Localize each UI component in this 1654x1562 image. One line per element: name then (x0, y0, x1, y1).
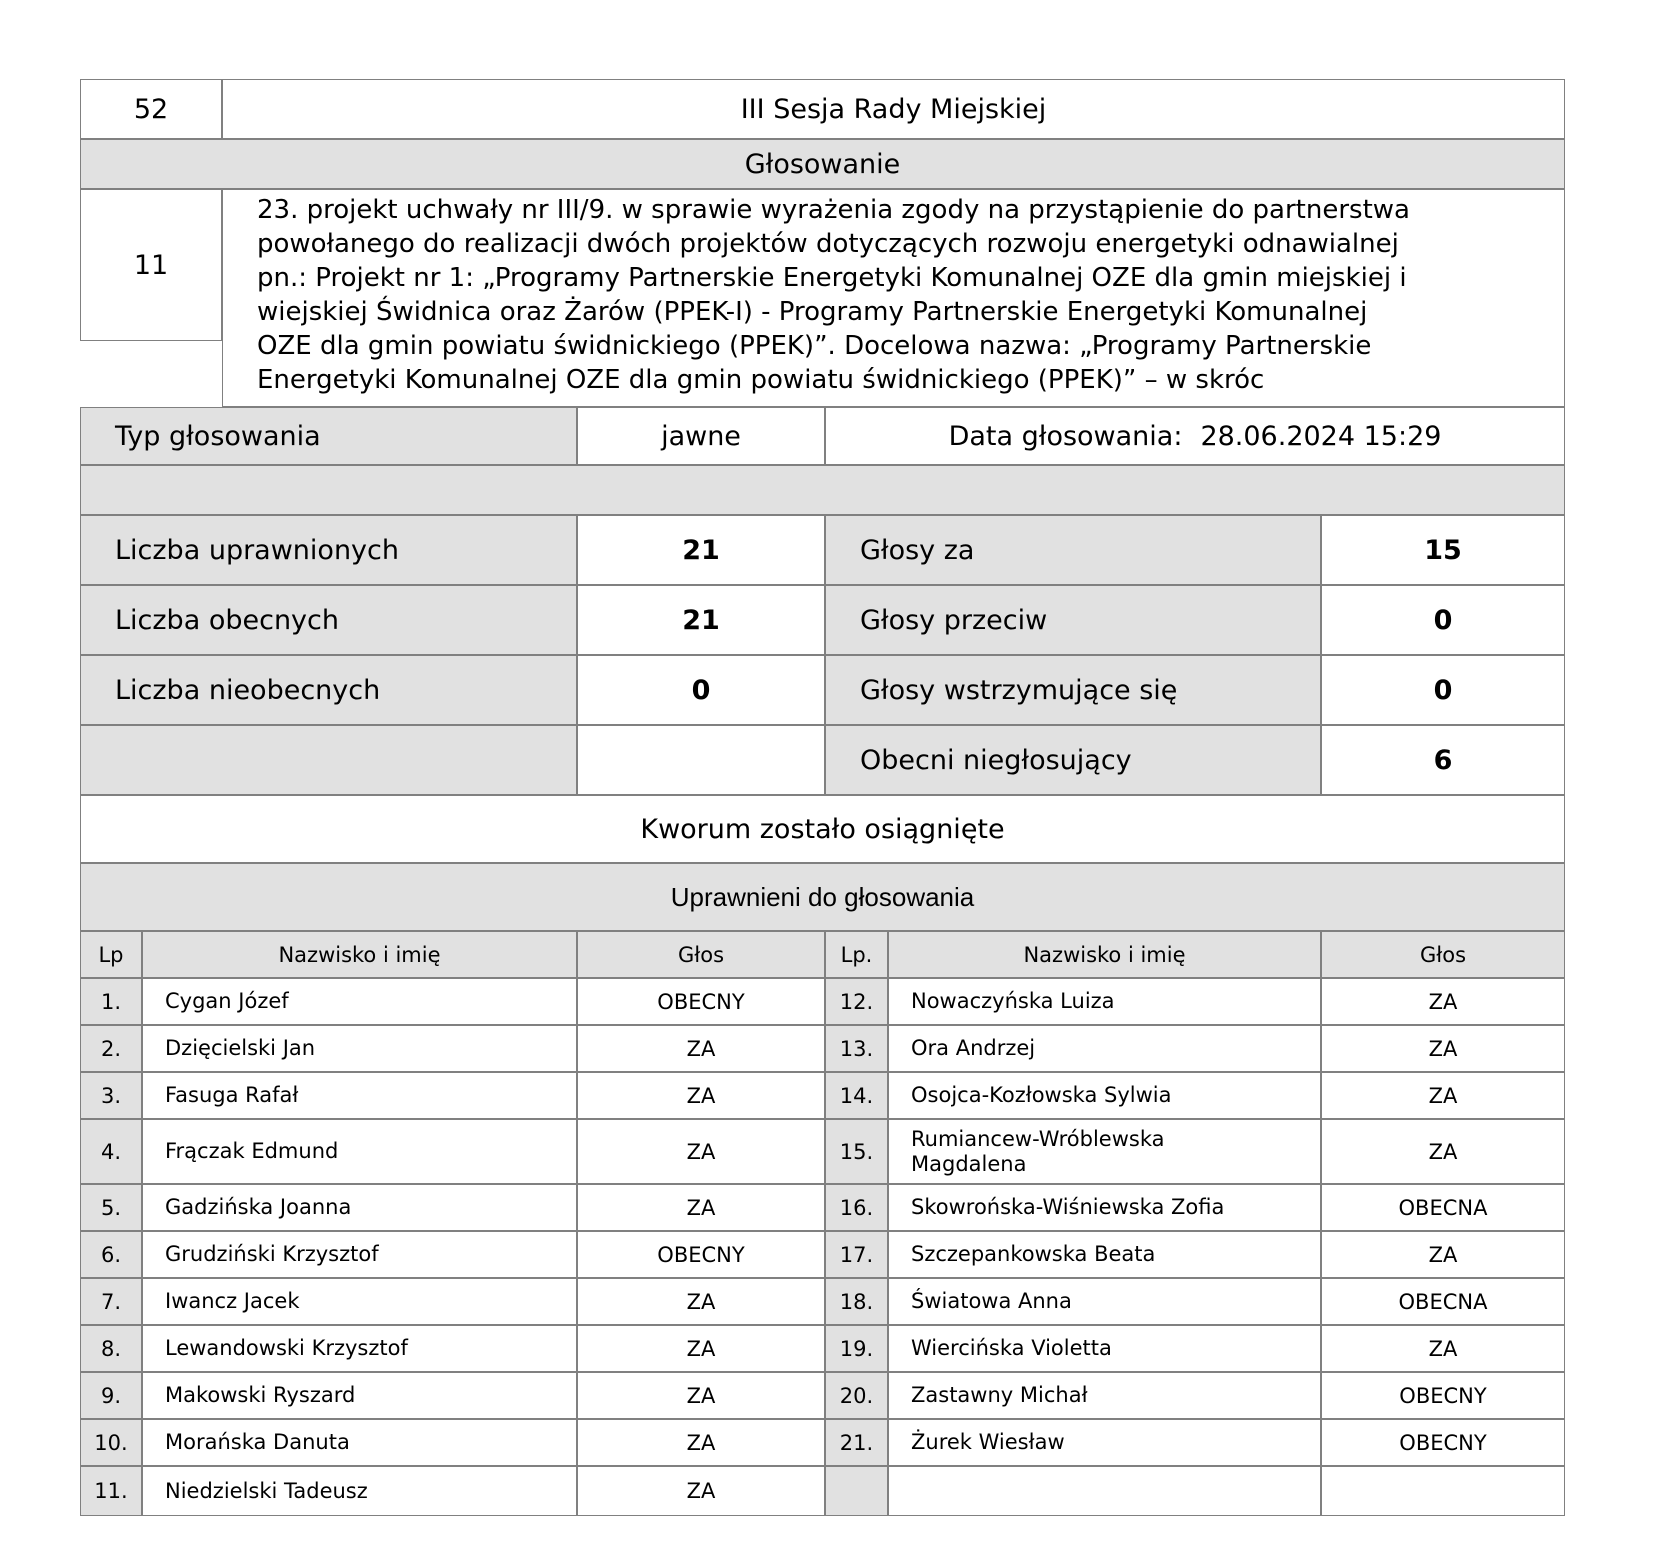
vote-date-value: 28.06.2024 15:29 (1200, 420, 1442, 452)
stat-label-absent: Liczba nieobecnych (80, 655, 577, 725)
voter-name: Frączak Edmund (142, 1119, 577, 1184)
spacer-bar (80, 465, 1565, 515)
voter-vote: ZA (577, 1072, 825, 1119)
stat-value-present: 21 (577, 585, 825, 655)
session-title: III Sesja Rady Miejskiej (222, 79, 1565, 139)
description-line: pn.: Projekt nr 1: „Programy Partnerskie Energetyki Komunalnej OZE dla gmin miejskiej i (257, 263, 1407, 293)
voter-lp: 10. (80, 1419, 142, 1466)
voter-name: Niedzielski Tadeusz (142, 1466, 577, 1516)
voter-vote: ZA (577, 1184, 825, 1231)
stat-empty-label (80, 725, 577, 795)
stat-value-against: 0 (1321, 585, 1565, 655)
voter-lp: 20. (825, 1372, 888, 1419)
description-line: Energetyki Komunalnej OZE dla gmin powiatu świdnickiego (PPEK)” – w skróc (257, 365, 1265, 395)
col-header-vote-left: Głos (577, 931, 825, 978)
voter-lp: 16. (825, 1184, 888, 1231)
col-header-vote-right: Głos (1321, 931, 1565, 978)
voter-lp: 8. (80, 1325, 142, 1372)
voter-name: Zastawny Michał (888, 1372, 1321, 1419)
voter-lp: 7. (80, 1278, 142, 1325)
voter-name: Osojca-Kozłowska Sylwia (888, 1072, 1321, 1119)
stat-value-nonvoting: 6 (1321, 725, 1565, 795)
voter-name: Rumiancew-Wróblewska Magdalena (888, 1119, 1321, 1184)
voter-lp: 5. (80, 1184, 142, 1231)
voter-lp: 2. (80, 1025, 142, 1072)
voter-vote: ZA (1321, 1119, 1565, 1184)
voter-lp: 21. (825, 1419, 888, 1466)
quorum-status: Kworum zostało osiągnięte (80, 795, 1565, 863)
voter-vote: OBECNY (1321, 1419, 1565, 1466)
stat-label-for: Głosy za (825, 515, 1321, 585)
col-header-lp-left: Lp (80, 931, 142, 978)
stat-value-for: 15 (1321, 515, 1565, 585)
voter-vote: OBECNY (1321, 1372, 1565, 1419)
voter-name: Morańska Danuta (142, 1419, 577, 1466)
voter-lp: 12. (825, 978, 888, 1025)
session-number: 52 (80, 79, 222, 139)
item-number: 11 (80, 189, 222, 341)
voter-lp: 11. (80, 1466, 142, 1516)
voter-vote (1321, 1466, 1565, 1516)
vote-type-value: jawne (577, 407, 825, 465)
voter-name: Makowski Ryszard (142, 1372, 577, 1419)
voter-vote: ZA (577, 1419, 825, 1466)
stat-value-abstain: 0 (1321, 655, 1565, 725)
stat-label-abstain: Głosy wstrzymujące się (825, 655, 1321, 725)
voter-name: Żurek Wiesław (888, 1419, 1321, 1466)
description-line: powołanego do realizacji dwóch projektów dotyczących rozwoju energetyki odnawialnej (257, 229, 1399, 259)
voter-vote: ZA (577, 1025, 825, 1072)
voting-section-title: Głosowanie (80, 139, 1565, 189)
eligible-title: Uprawnieni do głosowania (80, 863, 1565, 931)
voter-lp: 4. (80, 1119, 142, 1184)
stat-empty-value (577, 725, 825, 795)
stat-label-nonvoting: Obecni niegłosujący (825, 725, 1321, 795)
voter-name: Iwancz Jacek (142, 1278, 577, 1325)
vote-date-label: Data głosowania: (948, 420, 1183, 452)
vote-type-label: Typ głosowania (80, 407, 577, 465)
voter-name: Lewandowski Krzysztof (142, 1325, 577, 1372)
voter-vote: ZA (1321, 1325, 1565, 1372)
voter-lp: 15. (825, 1119, 888, 1184)
col-header-name-left: Nazwisko i imię (142, 931, 577, 978)
voter-vote: ZA (577, 1325, 825, 1372)
voter-vote: OBECNY (577, 978, 825, 1025)
voter-lp: 19. (825, 1325, 888, 1372)
vote-date (825, 407, 1565, 465)
voting-report (80, 79, 1565, 1523)
voter-lp: 9. (80, 1372, 142, 1419)
voter-lp: 17. (825, 1231, 888, 1278)
stat-value-eligible: 21 (577, 515, 825, 585)
voter-vote: ZA (577, 1372, 825, 1419)
voter-vote: ZA (1321, 978, 1565, 1025)
voter-name: Światowa Anna (888, 1278, 1321, 1325)
voter-lp: 6. (80, 1231, 142, 1278)
voter-vote: ZA (577, 1466, 825, 1516)
item-description (222, 189, 1565, 407)
stat-value-absent: 0 (577, 655, 825, 725)
voter-name: Grudziński Krzysztof (142, 1231, 577, 1278)
col-header-name-right: Nazwisko i imię (888, 931, 1321, 978)
description-line: OZE dla gmin powiatu świdnickiego (PPEK)”. Docelowa nazwa: „Programy Partnerskie (257, 331, 1372, 361)
stat-label-against: Głosy przeciw (825, 585, 1321, 655)
stat-label-eligible: Liczba uprawnionych (80, 515, 577, 585)
voter-lp: 14. (825, 1072, 888, 1119)
voter-name: Gadzińska Joanna (142, 1184, 577, 1231)
voter-lp (825, 1466, 888, 1516)
voter-lp: 3. (80, 1072, 142, 1119)
voter-vote: ZA (1321, 1025, 1565, 1072)
voter-vote: ZA (1321, 1231, 1565, 1278)
voter-name (888, 1466, 1321, 1516)
voter-vote: ZA (1321, 1072, 1565, 1119)
voter-lp: 13. (825, 1025, 888, 1072)
voter-vote: OBECNA (1321, 1278, 1565, 1325)
voter-name: Wiercińska Violetta (888, 1325, 1321, 1372)
voter-lp: 18. (825, 1278, 888, 1325)
voter-name: Cygan Józef (142, 978, 577, 1025)
description-line: 23. projekt uchwały nr III/9. w sprawie wyrażenia zgody na przystąpienie do partnerstwa (257, 195, 1410, 225)
voter-name: Szczepankowska Beata (888, 1231, 1321, 1278)
voter-name: Skowrońska-Wiśniewska Zofia (888, 1184, 1321, 1231)
voter-vote: ZA (577, 1119, 825, 1184)
voter-vote: OBECNA (1321, 1184, 1565, 1231)
voter-lp: 1. (80, 978, 142, 1025)
description-line: wiejskiej Świdnica oraz Żarów (PPEK-I) - Programy Partnerskie Energetyki Komunalnej (257, 297, 1368, 327)
voter-name: Ora Andrzej (888, 1025, 1321, 1072)
col-header-lp-right: Lp. (825, 931, 888, 978)
voter-vote: OBECNY (577, 1231, 825, 1278)
voter-name: Fasuga Rafał (142, 1072, 577, 1119)
stat-label-present: Liczba obecnych (80, 585, 577, 655)
voter-name: Nowaczyńska Luiza (888, 978, 1321, 1025)
voter-name: Dzięcielski Jan (142, 1025, 577, 1072)
voter-vote: ZA (577, 1278, 825, 1325)
